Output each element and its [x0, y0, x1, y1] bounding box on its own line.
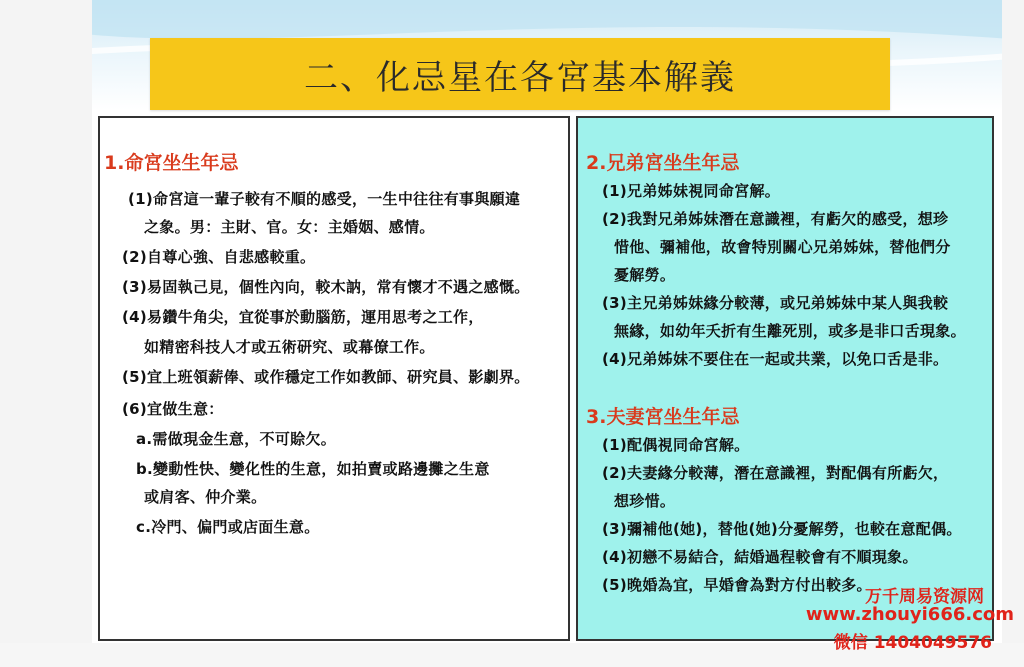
- text-line: (4)初戀不易結合，結婚過程較會有不順現象。: [602, 548, 918, 566]
- text-line: 或肩客、仲介業。: [144, 488, 267, 506]
- watermark-url: www.zhouyi666.com: [805, 604, 1014, 625]
- text-line: (6)宜做生意：: [122, 400, 224, 418]
- slide-right-margin: [1002, 0, 1024, 667]
- text-line: 之象。男：主財、官。女：主婚姻、感情。: [144, 218, 435, 236]
- watermark-wechat: 微信 1404049576: [833, 633, 992, 653]
- text-line: (2)夫妻緣分較薄，潛在意識裡，對配偶有所虧欠，: [602, 464, 949, 482]
- text-line: 惜他、彌補他，故會特別關心兄弟姊妹，替他們分: [614, 238, 951, 256]
- text-line: c.冷門、偏門或店面生意。: [136, 518, 320, 536]
- text-line: (1)兄弟姊妹視同命宮解。: [602, 182, 781, 200]
- watermark-site-name: 万千周易资源网: [865, 587, 984, 607]
- text-line: (2)自尊心強、自悲感較重。: [122, 248, 316, 266]
- text-line: (4)易鑽牛角尖，宜從事於動腦筋，運用思考之工作，: [122, 308, 484, 326]
- section-heading-fuqi-gong: 3.夫妻宮坐生年忌: [586, 406, 740, 428]
- text-line: (3)主兄弟姊妹緣分較薄，或兄弟姊妹中某人與我較: [602, 294, 949, 312]
- text-line: 無緣，如幼年夭折有生離死別，或多是非口舌現象。: [614, 322, 966, 340]
- text-line: (3)易固執己見，個性內向，較木訥，常有懷才不遇之感慨。: [122, 278, 530, 296]
- text-line: 想珍惜。: [614, 492, 676, 510]
- page-title: 二、化忌星在各宮基本解義: [304, 57, 736, 98]
- text-line: 憂解勞。: [614, 266, 676, 284]
- panel-xiongdi-fuqi: [576, 116, 994, 641]
- title-banner: [150, 38, 890, 110]
- section-heading-xiongdi-gong: 2.兄弟宮坐生年忌: [586, 152, 740, 174]
- text-line: (5)宜上班領薪俸、或作穩定工作如教師、研究員、影劇界。: [122, 368, 530, 386]
- text-line: 如精密科技人才或五術研究、或幕僚工作。: [144, 338, 435, 356]
- text-line: b.變動性快、變化性的生意，如拍賣或路邊攤之生意: [136, 460, 490, 478]
- text-line: (3)彌補他(她)，替他(她)分憂解勞，也較在意配偶。: [602, 520, 962, 538]
- text-line: (2)我對兄弟姊妹潛在意識裡，有虧欠的感受，想珍: [602, 210, 949, 228]
- text-line: a.需做現金生意，不可賒欠。: [136, 430, 337, 448]
- panel-ming-gong: [98, 116, 570, 641]
- text-line: (1)配偶視同命宮解。: [602, 436, 750, 454]
- section-heading-ming-gong: 1.命宮坐生年忌: [104, 152, 239, 174]
- text-line: (1)命宮這一輩子較有不順的感受，一生中往往有事與願違: [128, 190, 521, 208]
- text-line: (5)晚婚為宜，早婚會為對方付出較多。: [602, 576, 872, 594]
- slide-left-margin: [0, 0, 92, 667]
- text-line: (4)兄弟姊妹不要住在一起或共業，以免口舌是非。: [602, 350, 949, 368]
